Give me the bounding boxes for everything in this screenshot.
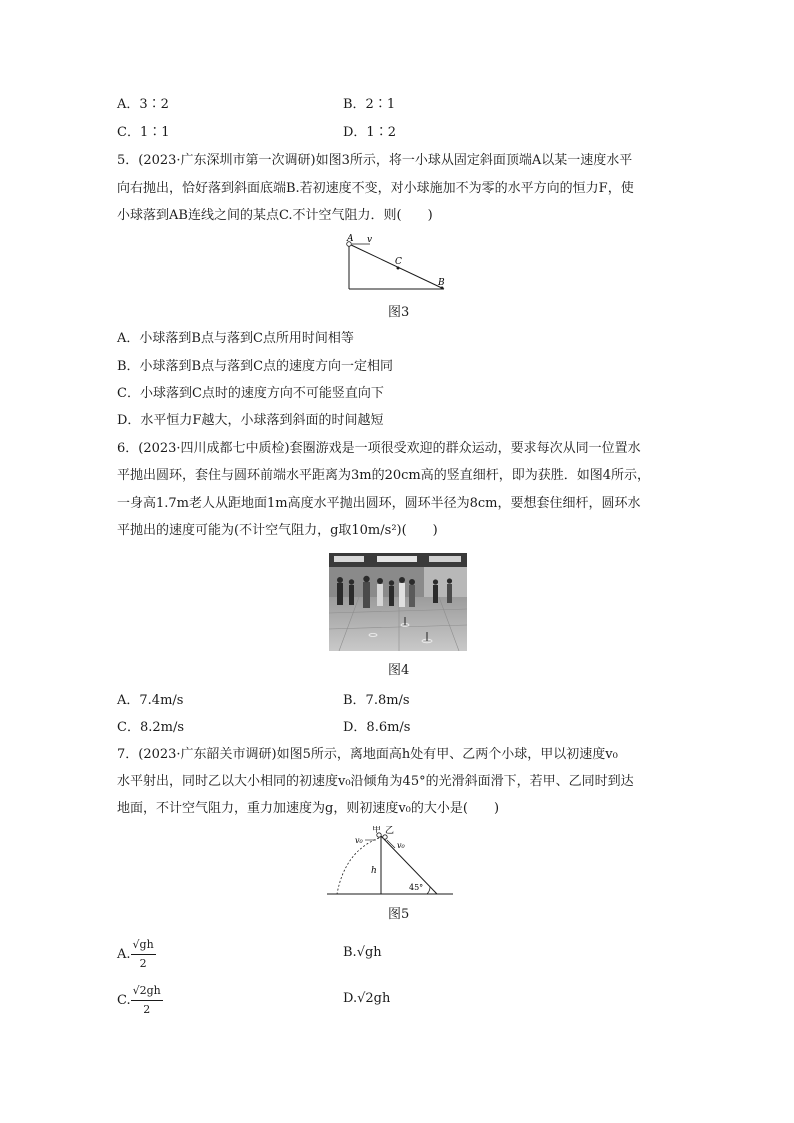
fig5-label-angle: 45° xyxy=(409,883,424,892)
q6-stem-line-2: 平抛出圆环，套住与圆环前端水平距离为3m的20cm高的竖直细杆，即为获胜．如图4所示， xyxy=(117,468,651,483)
fig3-label-c: C xyxy=(395,257,402,267)
q5-stem-line-3: 小球落到AB连线之间的某点C.不计空气阻力．则( ) xyxy=(117,208,433,223)
q7-option-a-prefix: A. xyxy=(117,947,131,962)
q7-option-b-expression: √gh xyxy=(356,945,382,960)
q7-option-b xyxy=(343,944,382,962)
figure-3-incline xyxy=(340,232,452,294)
q7-option-a-fraction xyxy=(131,936,156,973)
q7-option-d xyxy=(343,990,390,1008)
fig5-label-v0-right: v₀ xyxy=(397,841,405,850)
q6-stem-line-4: 平抛出的速度可能为(不计空气阻力，g取10m/s²)( ) xyxy=(117,523,438,538)
q7-option-c-fraction xyxy=(131,982,163,1019)
q6-option-d: D．8.6m/s xyxy=(343,720,411,735)
q7-option-d-prefix: D. xyxy=(343,991,358,1006)
q4-option-b: B．2∶1 xyxy=(343,97,396,112)
fig3-label-b: B xyxy=(438,278,445,288)
q7-stem-line-1: 7．(2023·广东韶关市调研)如图5所示，离地面高h处有甲、乙两个小球，甲以初速度v₀ xyxy=(117,747,618,762)
q4-option-d: D．1∶2 xyxy=(343,125,396,140)
q6-option-a: A．7.4m/s xyxy=(117,693,184,708)
q4-option-c: C．1∶1 xyxy=(117,125,170,140)
q7-stem-line-2: 水平射出，同时乙以大小相同的初速度v₀沿倾角为45°的光滑斜面滑下，若甲、乙同时到达 xyxy=(117,774,634,789)
q7-stem-line-3: 地面，不计空气阻力，重力加速度为g，则初速度v₀的大小是( ) xyxy=(117,801,500,816)
q7-option-c-numerator: √2gh xyxy=(131,982,163,1001)
q5-option-b: B．小球落到B点与落到C点的速度方向一定相同 xyxy=(117,359,394,374)
q7-option-a-denominator: 2 xyxy=(139,957,147,970)
q7-option-d-expression: √2gh xyxy=(357,991,391,1006)
q5-option-a: A．小球落到B点与落到C点所用时间相等 xyxy=(117,331,354,346)
figure-4-caption: 图4 xyxy=(388,663,410,678)
fig5-label-jia: 甲 xyxy=(372,826,382,835)
q7-option-c xyxy=(117,982,163,1019)
q5-option-c: C．小球落到C点时的速度方向不可能竖直向下 xyxy=(117,386,384,401)
figure-5-caption: 图5 xyxy=(388,907,410,922)
q7-option-b-prefix: B. xyxy=(343,945,357,960)
fig3-label-v: v xyxy=(367,235,373,245)
q6-option-c: C．8.2m/s xyxy=(117,720,184,735)
figure-3-caption: 图3 xyxy=(388,305,410,320)
q5-option-d: D．水平恒力F越大，小球落到斜面的时间越短 xyxy=(117,413,384,428)
q6-stem-line-1: 6．(2023·四川成都七中质检)套圈游戏是一项很受欢迎的群众运动，要求每次从同一位置水 xyxy=(117,441,641,456)
q7-option-c-denominator: 2 xyxy=(143,1003,151,1016)
q7-option-c-prefix: C. xyxy=(117,993,131,1008)
fig5-label-h: h xyxy=(371,866,377,876)
q5-stem-line-1: 5．(2023·广东深圳市第一次调研)如图3所示，将一小球从固定斜面顶端A以某一速度水平 xyxy=(117,153,633,168)
fig5-label-yi: 乙 xyxy=(385,826,395,836)
fig5-label-v0-left: v₀ xyxy=(355,836,363,845)
q4-option-a: A．3∶2 xyxy=(117,97,169,112)
q7-option-a-numerator: √gh xyxy=(131,936,156,955)
q7-option-a xyxy=(117,936,156,973)
fig3-label-a: A xyxy=(347,234,354,244)
figure-5-diagram xyxy=(325,826,455,898)
q6-option-b: B．7.8m/s xyxy=(343,693,410,708)
q6-stem-line-3: 一身高1.7m老人从距地面1m高度水平抛出圆环，圆环半径为8cm，要想套住细杆，圆环水 xyxy=(117,496,641,511)
q5-stem-line-2: 向右抛出，恰好落到斜面底端B.若初速度不变，对小球施加不为零的水平方向的恒力F，使 xyxy=(117,181,634,196)
figure-4-photo xyxy=(329,553,467,651)
